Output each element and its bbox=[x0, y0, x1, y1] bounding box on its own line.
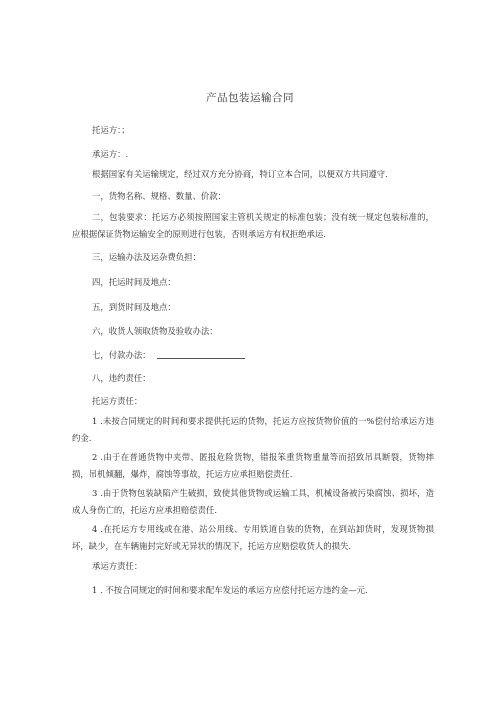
carrier-clause-1: 1 . 不按合同规定的时间和要求配车发运的承运方应偿付托运方违约金—元. bbox=[92, 585, 368, 595]
payment-blank-line bbox=[157, 349, 245, 359]
item-packaging: 二，包装要求：托运方必须按照国家主管机关规定的标准包装；没有统一规定包装标准的，应根据保证货物运输安全的原则进行包装，否则承运方有权拒绝承运. bbox=[72, 212, 434, 239]
item-arrival-time: 五，到货时间及地点： bbox=[92, 302, 176, 312]
consignor-line: 托运方：； bbox=[92, 125, 130, 135]
item-transport: 三，运输办法及运杂费负担： bbox=[92, 252, 201, 262]
item-breach: 八，违约责任： bbox=[92, 373, 151, 383]
carrier-liability-heading: 承运方责任： bbox=[92, 561, 143, 571]
document-title: 产品包装运输合同 bbox=[206, 92, 294, 104]
consignor-liability-heading: 托运方责任： bbox=[92, 396, 143, 406]
item-payment: 七，付款办法： bbox=[92, 350, 151, 360]
item-payment-row bbox=[92, 349, 245, 361]
consignor-clause-2: 2 .由于在普通货物中夹带、匿报危险货物，错报笨重货物重量等而招致吊具断裂，货物摔损，吊机倾翻，爆炸，腐蚀等事故，托运方应承担赔偿责任. bbox=[72, 452, 434, 479]
consignor-clause-3: 3 .由于货物包装缺陷产生破损，致使其他货物或运输工具，机械设备被污染腐蚀、损坏，造成人身伤亡的，托运方应承担赔偿责任. bbox=[72, 488, 434, 515]
consignor-clause-4: 4 .在托运方专用线或在港、站公用线、专用铁道自装的货物，在到站卸货时，发现货物损坏，缺少，在车辆施封完好或无异状的情况下，托运方应赔偿收货人的损失. bbox=[72, 524, 434, 551]
intro-paragraph: 根据国家有关运输规定，经过双方充分协商，特订立本合同，以便双方共同遵守. bbox=[92, 169, 388, 179]
item-consign-time: 四，托运时间及地点： bbox=[92, 277, 176, 287]
carrier-line: 承运方：. bbox=[92, 149, 129, 159]
consignor-clause-1: 1 .未按合同规定的时间和要求提供托运的货物，托运方应按货物价值的一%偿付给承运方违约金. bbox=[72, 416, 434, 443]
item-goods: 一，货物名称、规格、数量、价款： bbox=[92, 191, 226, 201]
item-acceptance: 六，收货人领取货物及验收办法： bbox=[92, 326, 218, 336]
